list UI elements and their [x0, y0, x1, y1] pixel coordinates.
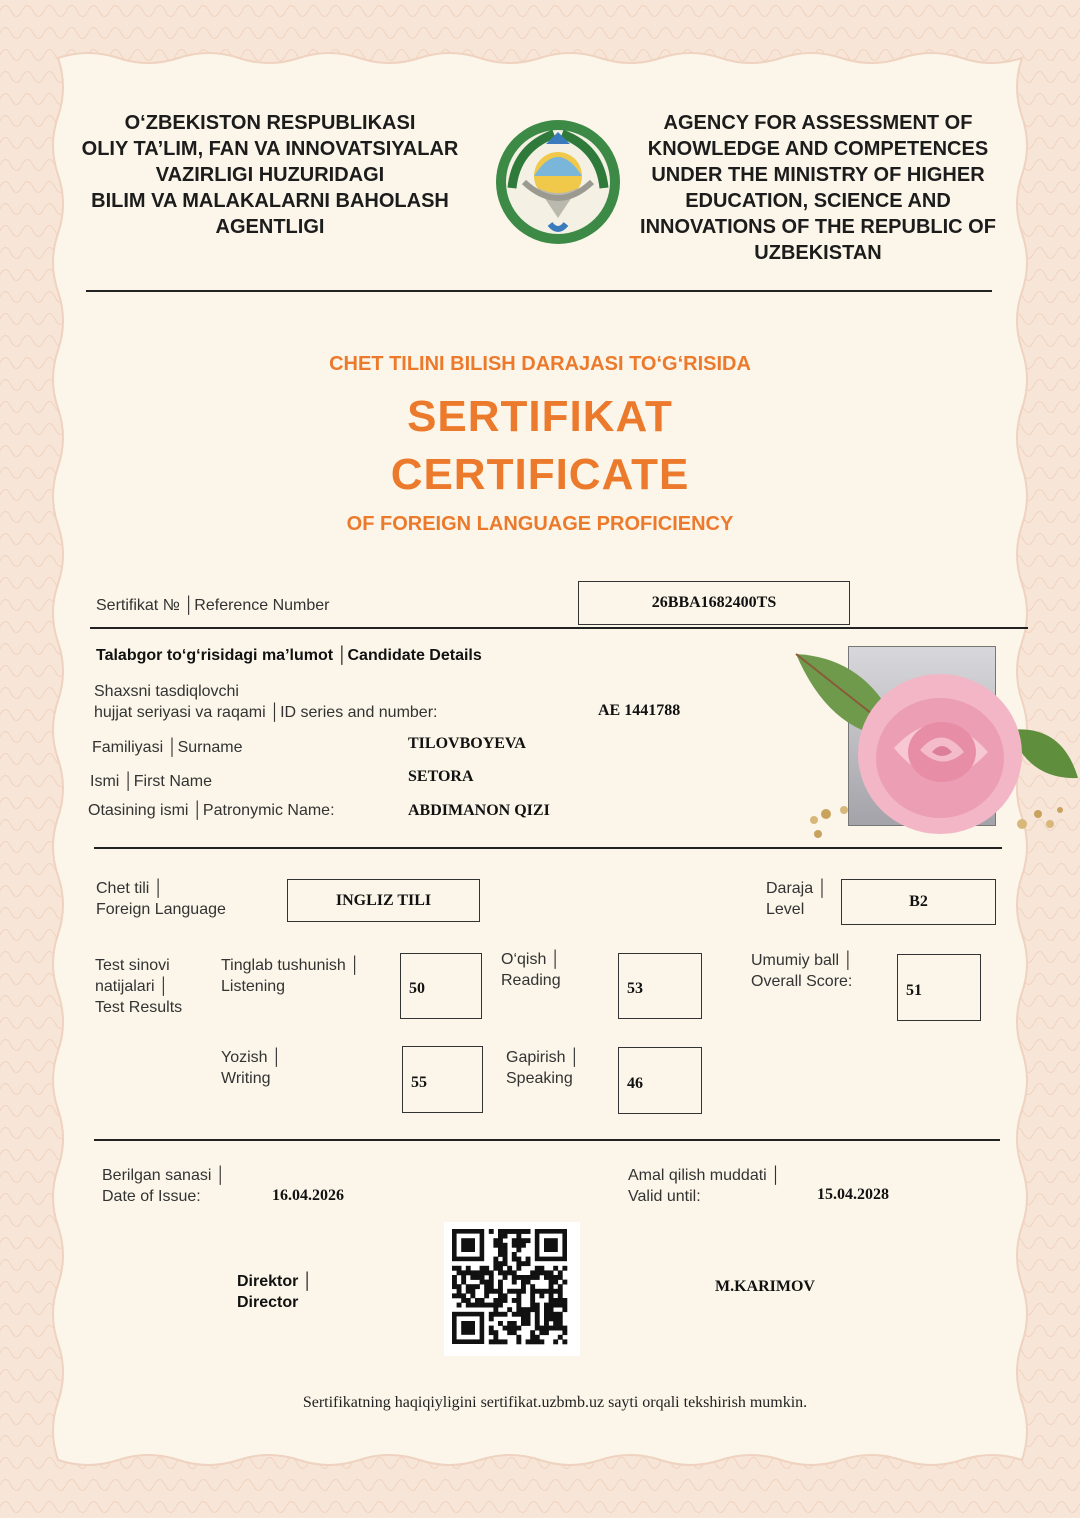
title-sertifikat: SERTIFIKAT	[407, 392, 673, 441]
overall-score-box	[897, 954, 981, 1021]
header-right-line: AGENCY FOR ASSESSMENT OF	[663, 112, 973, 134]
reference-number-box	[578, 581, 850, 625]
writing-label: Yozish │ Writing	[221, 1049, 282, 1087]
director-name: M.KARIMOV	[715, 1278, 815, 1295]
first-name-label: Ismi │First Name	[90, 773, 212, 790]
state-emblem-icon	[494, 118, 622, 246]
patronymic-label: Otasining ismi │Patronymic Name:	[88, 802, 335, 819]
divider	[86, 290, 992, 292]
header-right	[620, 110, 1016, 266]
header-left-line: O‘ZBEKISTON RESPUBLIKASI	[124, 112, 416, 134]
header-left-line: AGENTLIGI	[215, 216, 325, 238]
director-label: Direktor │ Director	[237, 1273, 313, 1311]
reference-label: Sertifikat № │Reference Number	[96, 597, 330, 614]
valid-until-value: 15.04.2028	[817, 1186, 889, 1203]
qr-code-icon	[444, 1222, 580, 1356]
reading-score-box	[618, 953, 702, 1019]
first-name-value: SETORA	[408, 768, 474, 785]
header-left-line: VAZIRLIGI HUZURIDAGI	[155, 164, 385, 186]
title-certificate: CERTIFICATE	[390, 450, 690, 499]
speaking-score: 46	[627, 1074, 643, 1092]
header-right-line: UNDER THE MINISTRY OF HIGHER	[651, 164, 985, 186]
foreign-language-value: INGLIZ TILI	[335, 891, 432, 909]
header-left	[60, 110, 480, 240]
header-right-line: EDUCATION, SCIENCE AND	[685, 190, 951, 212]
divider	[90, 627, 1028, 629]
valid-until-label: Amal qilish muddati │ Valid until:	[628, 1167, 782, 1205]
title-pre: CHET TILINI BILISH DARAJASI TO‘G‘RISIDA	[329, 353, 751, 375]
header-right-line: KNOWLEDGE AND COMPETENCES	[647, 138, 989, 160]
writing-score: 55	[411, 1073, 427, 1091]
rose-decoration-icon	[792, 648, 1080, 852]
overall-score-label: Umumiy ball │ Overall Score:	[751, 952, 854, 990]
header-right-line: INNOVATIONS OF THE REPUBLIC OF	[640, 216, 996, 238]
listening-score: 50	[409, 980, 425, 997]
reading-score: 53	[627, 980, 643, 997]
date-of-issue-label: Berilgan sanasi │ Date of Issue:	[102, 1167, 226, 1205]
speaking-score-box	[618, 1047, 702, 1114]
id-label: Shaxsni tasdiqlovchi hujjat seriyasi va raqami │ID series and number:	[94, 683, 438, 721]
patronymic-value: ABDIMANON QIZI	[408, 802, 550, 819]
level-label: Daraja │ Level	[766, 880, 828, 918]
divider	[94, 847, 1002, 849]
writing-score-box	[402, 1046, 483, 1113]
listening-score-box	[400, 953, 482, 1019]
id-value: AE 1441788	[598, 702, 681, 719]
test-results-label: Test sinovi natijalari │ Test Results	[95, 957, 183, 1016]
title-sub: OF FOREIGN LANGUAGE PROFICIENCY	[346, 513, 734, 535]
level-value: B2	[909, 893, 928, 910]
overall-score: 51	[906, 981, 922, 999]
speaking-label: Gapirish │ Speaking	[506, 1049, 581, 1087]
verification-note: Sertifikatning haqiqiyligini sertifikat.uzbmb.uz sayti orqali tekshirish mumkin.	[302, 1394, 808, 1411]
date-of-issue-value: 16.04.2026	[272, 1187, 344, 1204]
candidate-heading: Talabgor to‘g‘risidagi ma’lumot │Candidate Details	[96, 647, 482, 664]
header-left-line: BILIM VA MALAKALARNI BAHOLASH	[91, 190, 449, 212]
divider	[94, 1139, 1000, 1141]
foreign-language-label: Chet tili │ Foreign Language	[96, 880, 226, 918]
surname-value: TILOVBOYEVA	[408, 735, 526, 752]
listening-label: Tinglab tushunish │ Listening	[221, 957, 361, 995]
level-box	[841, 879, 996, 925]
header-left-line: OLIY TA’LIM, FAN VA INNOVATSIYALAR	[81, 138, 459, 160]
reading-label: O‘qish │ Reading	[501, 951, 561, 989]
reference-number: 26BBA1682400TS	[651, 594, 777, 611]
header-right-line: UZBEKISTAN	[754, 242, 882, 264]
foreign-language-box	[287, 879, 480, 922]
surname-label: Familiyasi │Surname	[92, 739, 243, 756]
